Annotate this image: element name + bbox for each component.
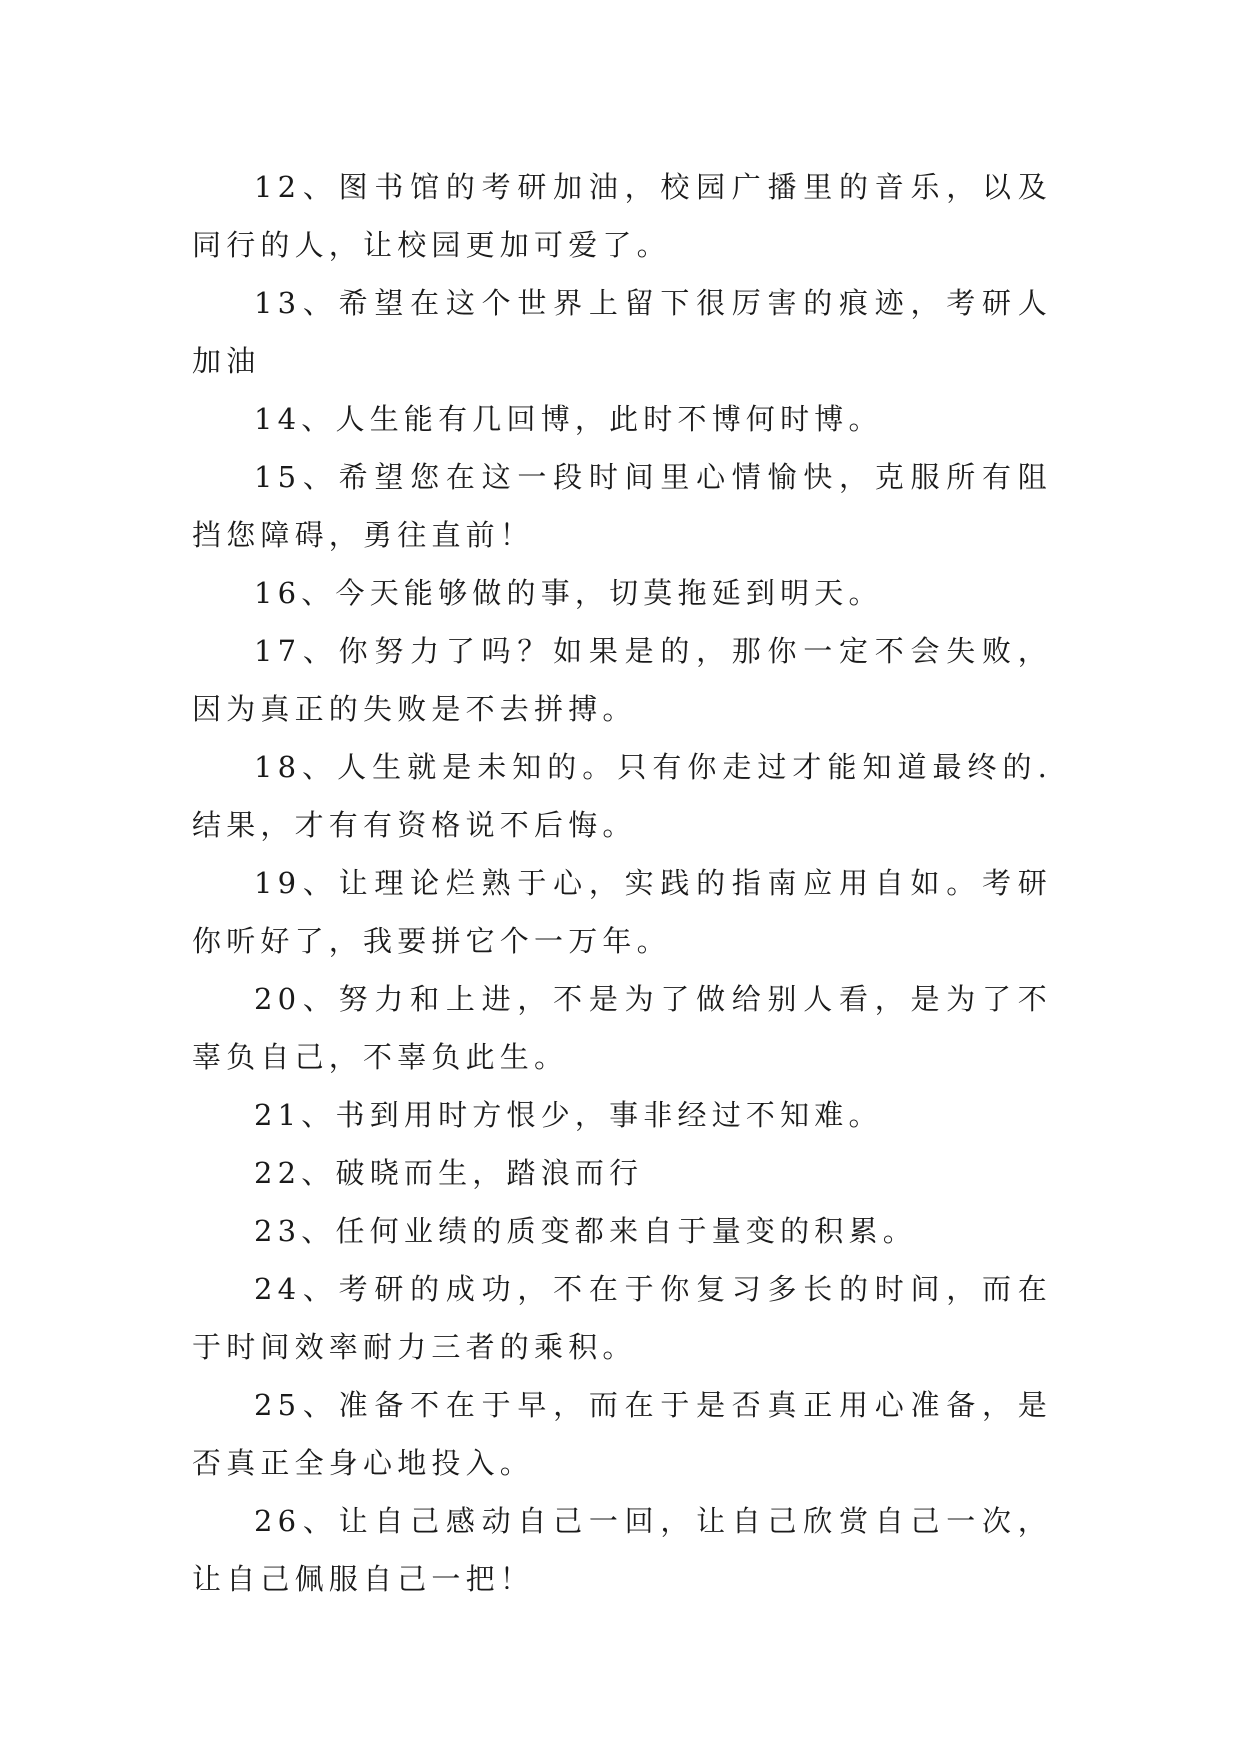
- document-body: [192, 158, 1052, 1608]
- paragraph-23: 23、任何业绩的质变都来自于量变的积累。: [254, 1214, 917, 1248]
- paragraph-24: 24、考研的成功，不在于你复习多长的时间，而在于时间效率耐力三者的乘积。: [192, 1272, 1052, 1364]
- paragraph-12: 12、图书馆的考研加油，校园广播里的音乐，以及同行的人，让校园更加可爱了。: [192, 170, 1052, 262]
- paragraph-14: 14、人生能有几回博，此时不博何时博。: [254, 402, 883, 436]
- paragraph-22: 22、破晓而生，踏浪而行: [254, 1156, 644, 1190]
- paragraph-19: 19、让理论烂熟于心，实践的指南应用自如。考研你听好了，我要拼它个一万年。: [192, 866, 1052, 958]
- paragraph-25: 25、准备不在于早，而在于是否真正用心准备，是否真正全身心地投入。: [192, 1388, 1052, 1480]
- paragraph-15: 15、希望您在这一段时间里心情愉快，克服所有阻挡您障碍，勇往直前！: [192, 460, 1052, 552]
- paragraph-17: 17、你努力了吗？如果是的，那你一定不会失败，因为真正的失败是不去拼搏。: [192, 634, 1052, 726]
- paragraph-18: 18、人生就是未知的。只有你走过才能知道最终的.结果，才有有资格说不后悔。: [192, 750, 1052, 842]
- paragraph-21: 21、书到用时方恨少，事非经过不知难。: [254, 1098, 883, 1132]
- paragraph-16: 16、今天能够做的事，切莫拖延到明天。: [254, 576, 883, 610]
- paragraph-13: 13、希望在这个世界上留下很厉害的痕迹，考研人加油: [192, 286, 1052, 378]
- paragraph-26: 26、让自己感动自己一回，让自己欣赏自己一次，让自己佩服自己一把！: [192, 1504, 1052, 1596]
- paragraph-20: 20、努力和上进，不是为了做给别人看，是为了不辜负自己，不辜负此生。: [192, 982, 1052, 1074]
